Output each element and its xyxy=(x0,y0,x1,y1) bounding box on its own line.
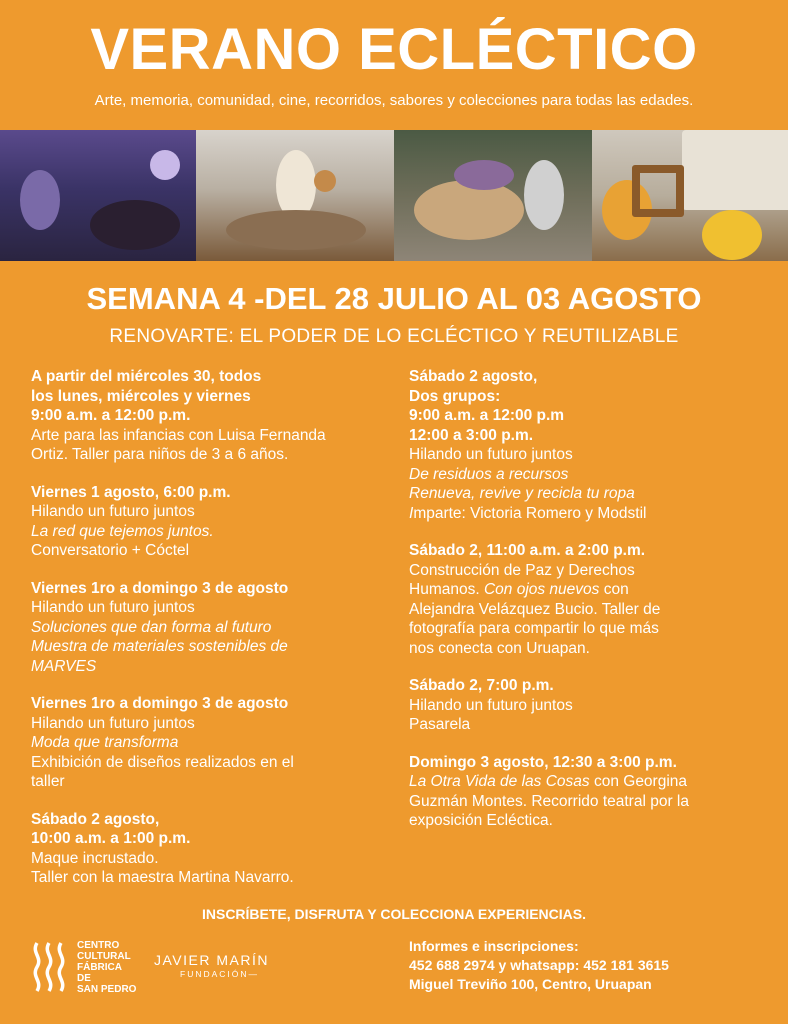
photo-outdoor-tables xyxy=(394,130,592,261)
event-item xyxy=(409,367,779,523)
fabrica-san-pedro-logo xyxy=(31,937,161,997)
event-item xyxy=(31,367,381,465)
event-item xyxy=(409,676,779,735)
event-title: Moda que transforma xyxy=(31,734,179,751)
page-title: VERANO ECLÉCTICO xyxy=(90,17,698,82)
event-text: La Otra Vida de las Cosas con Georgina Guzmán Montes. Recorrido teatral por la exposición Ecléctica. xyxy=(409,773,689,829)
event-text: Arte para las infancias con Luisa Fernanda Ortiz. Taller para niños de 3 a 6 años. xyxy=(31,426,326,463)
photo-strip xyxy=(0,130,788,261)
event-title: De residuos a recursos Renueva, revive y recicla tu ropa xyxy=(409,465,635,502)
info-address: Miguel Treviño 100, Centro, Uruapan xyxy=(409,976,652,992)
event-heading: Viernes 1ro a domingo 3 de agosto xyxy=(31,579,289,597)
event-heading: Viernes 1ro a domingo 3 de agosto xyxy=(31,695,289,712)
event-item xyxy=(409,541,779,658)
event-heading: A partir del miércoles 30, todos los lunes, miércoles y viernes 9:00 a.m. a 12:00 p.m. xyxy=(31,368,262,424)
left-events-column xyxy=(31,367,381,906)
right-events-column xyxy=(409,367,779,849)
javier-marin-name: JAVIER MARÍN xyxy=(154,952,269,968)
event-text: Hilando un futuro juntos xyxy=(31,503,195,520)
event-text: Maque incrustado. Taller con la maestra Martina Navarro. xyxy=(31,849,294,886)
event-text: Hilando un futuro juntos Pasarela xyxy=(409,696,573,733)
fabrica-logo-text: CENTRO CULTURAL FÁBRICA DE SAN PEDRO xyxy=(77,940,137,995)
fabrica-logo-icon xyxy=(31,939,71,995)
javier-marin-foundation: FUNDACIÓN— xyxy=(180,969,260,979)
event-item xyxy=(31,694,381,792)
event-item xyxy=(31,483,381,561)
info-phone: 452 688 2974 y whatsapp: 452 181 3615 xyxy=(409,957,669,973)
event-heading: Sábado 2 agosto, 10:00 a.m. a 1:00 p.m. xyxy=(31,810,191,847)
event-text: Conversatorio + Cóctel xyxy=(31,542,190,559)
javier-marin-logo xyxy=(154,952,294,980)
photo-concert xyxy=(0,130,196,261)
event-item xyxy=(31,810,381,888)
page-subtitle: Arte, memoria, comunidad, cine, recorridos, sabores y colecciones para todas las edades. xyxy=(94,92,694,109)
photo-workshop-sculpture xyxy=(196,130,394,261)
event-heading: Viernes 1 agosto, 6:00 p.m. xyxy=(31,483,231,501)
event-text: Hilando un futuro juntos xyxy=(31,599,195,616)
event-heading: Sábado 2, 11:00 a.m. a 2:00 p.m. xyxy=(409,542,646,559)
event-presenter: Imparte: Victoria Romero y Modstil xyxy=(409,504,647,522)
event-item xyxy=(409,753,779,831)
event-item xyxy=(31,579,381,677)
event-text: Hilando un futuro juntos xyxy=(409,446,573,463)
event-heading: Domingo 3 agosto, 12:30 a 3:00 p.m. xyxy=(409,753,677,771)
event-text: Construcción de Paz y Derechos Humanos. Con ojos nuevos con Alejandra Velázquez Bucio. Taller de fotografía para compartir lo que más nos conecta con Uruapan. xyxy=(409,561,661,657)
call-to-action: INSCRÍBETE, DISFRUTA Y COLECCIONA EXPERIENCIAS. xyxy=(201,906,586,922)
week-theme: RENOVARTE: EL PODER DE LO ECLÉCTICO Y REUTILIZABLE xyxy=(109,326,679,347)
week-heading: SEMANA 4 -DEL 28 JULIO AL 03 AGOSTO xyxy=(86,281,702,316)
event-heading: Sábado 2, 7:00 p.m. xyxy=(409,677,554,694)
info-title: Informes e inscripciones: xyxy=(409,938,579,954)
event-text: Exhibición de diseños realizados en el taller xyxy=(31,753,294,790)
event-heading: Sábado 2 agosto, Dos grupos: 9:00 a.m. a 12:00 p.m 12:00 a 3:00 p.m. xyxy=(409,368,565,444)
photo-kids-drawing xyxy=(592,130,788,261)
contact-info xyxy=(409,937,779,994)
event-title: La red que tejemos juntos. xyxy=(31,522,214,540)
event-text: Hilando un futuro juntos xyxy=(31,714,195,732)
event-title: Soluciones que dan forma al futuro Muestra de materiales sostenibles de MARVES xyxy=(31,618,288,675)
